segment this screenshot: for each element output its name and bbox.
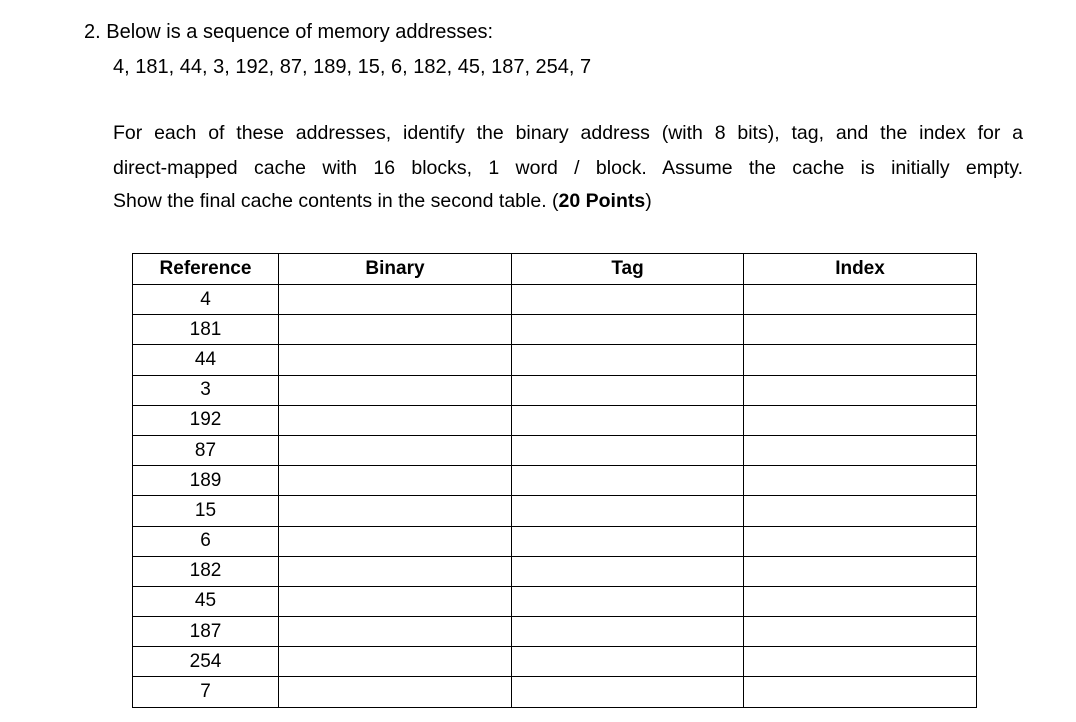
table-header-row [133,254,977,285]
index-cell[interactable] [744,435,977,465]
tag-cell[interactable] [512,586,744,616]
reference-cell: 6 [133,526,279,556]
index-cell[interactable] [744,375,977,405]
binary-cell[interactable] [279,647,512,677]
tag-cell[interactable] [512,375,744,405]
reference-cell: 187 [133,617,279,647]
binary-cell[interactable] [279,285,512,315]
instructions-line-3-text: Show the final cache contents in the second table. ( [113,190,559,212]
reference-cell: 45 [133,586,279,616]
address-table [132,253,977,708]
table-row [133,285,977,315]
table-row [133,526,977,556]
binary-cell[interactable] [279,617,512,647]
table-row [133,617,977,647]
reference-cell: 7 [133,677,279,707]
header-index: Index [744,254,977,285]
tag-cell[interactable] [512,405,744,435]
table-row [133,315,977,345]
tag-cell[interactable] [512,647,744,677]
tag-cell[interactable] [512,315,744,345]
instructions-line-3 [113,189,1023,213]
question-heading [84,20,493,44]
tag-cell[interactable] [512,466,744,496]
binary-cell[interactable] [279,345,512,375]
binary-cell[interactable] [279,586,512,616]
index-cell[interactable] [744,556,977,586]
table-row [133,586,977,616]
binary-cell[interactable] [279,556,512,586]
header-reference: Reference [133,254,279,285]
question-title: Below is a sequence of memory addresses: [106,21,494,43]
instructions-line-3-end: ) [645,190,652,212]
table-row [133,677,977,707]
index-cell[interactable] [744,405,977,435]
table-row [133,435,977,465]
binary-cell[interactable] [279,405,512,435]
reference-cell: 254 [133,647,279,677]
tag-cell[interactable] [512,435,744,465]
reference-cell: 44 [133,345,279,375]
tag-cell[interactable] [512,617,744,647]
reference-cell: 15 [133,496,279,526]
reference-cell: 181 [133,315,279,345]
reference-cell: 87 [133,435,279,465]
binary-cell[interactable] [279,375,512,405]
table-row [133,647,977,677]
table-row [133,496,977,526]
binary-cell[interactable] [279,315,512,345]
index-cell[interactable] [744,526,977,556]
index-cell[interactable] [744,285,977,315]
tag-cell[interactable] [512,285,744,315]
address-sequence: 4, 181, 44, 3, 192, 87, 189, 15, 6, 182, 45, 187, 254, 7 [113,56,592,78]
table-row [133,405,977,435]
header-tag: Tag [512,254,744,285]
tag-cell[interactable] [512,526,744,556]
points-value: 20 Points [558,190,646,212]
reference-cell: 189 [133,466,279,496]
instructions-line-2: direct-mapped cache with 16 blocks, 1 word / block. Assume the cache is initially empty. [113,157,1023,179]
reference-cell: 4 [133,285,279,315]
table-row [133,466,977,496]
binary-cell[interactable] [279,496,512,526]
index-cell[interactable] [744,345,977,375]
tag-cell[interactable] [512,496,744,526]
tag-cell[interactable] [512,345,744,375]
binary-cell[interactable] [279,435,512,465]
table-row [133,556,977,586]
table-row [133,375,977,405]
binary-cell[interactable] [279,677,512,707]
index-cell[interactable] [744,315,977,345]
tag-cell[interactable] [512,556,744,586]
binary-cell[interactable] [279,466,512,496]
index-cell[interactable] [744,496,977,526]
index-cell[interactable] [744,466,977,496]
index-cell[interactable] [744,647,977,677]
instructions-line-1: For each of these addresses, identify the binary address (with 8 bits), tag, and the index for a [113,122,1023,144]
table-row [133,345,977,375]
header-binary: Binary [279,254,512,285]
question-number: 2. [84,21,101,43]
binary-cell[interactable] [279,526,512,556]
reference-cell: 192 [133,405,279,435]
index-cell[interactable] [744,617,977,647]
tag-cell[interactable] [512,677,744,707]
reference-cell: 182 [133,556,279,586]
reference-cell: 3 [133,375,279,405]
index-cell[interactable] [744,586,977,616]
index-cell[interactable] [744,677,977,707]
